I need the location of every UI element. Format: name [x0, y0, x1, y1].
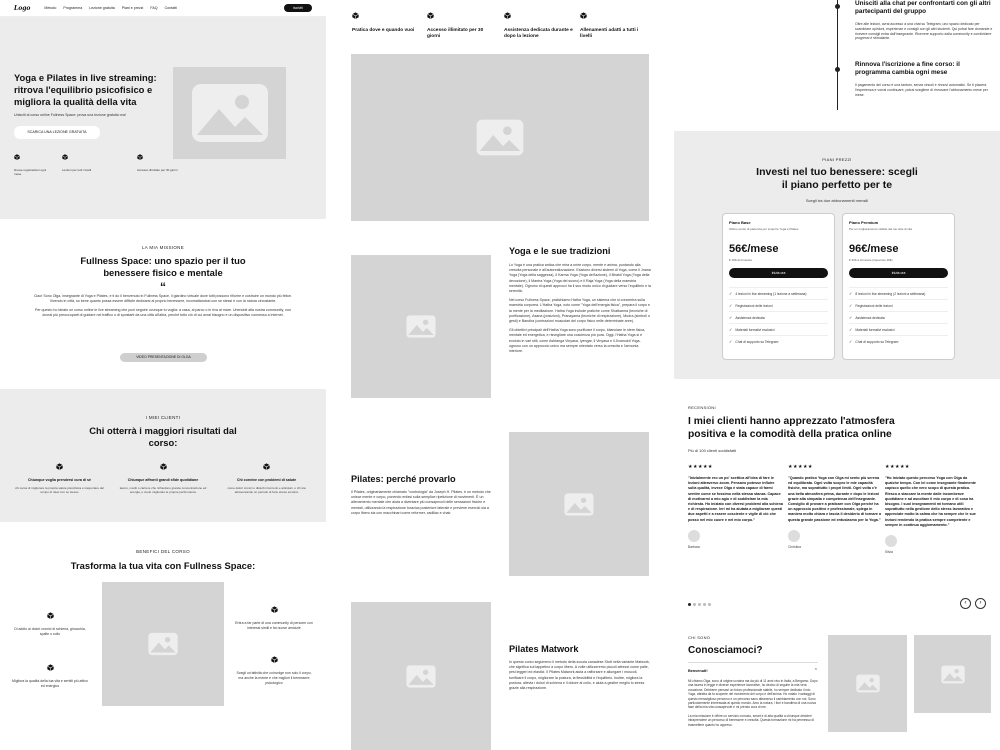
hero-title: Yoga e Pilates in live streaming: ritrova l'equilibrio psicofisico e migliora la qualità della vita — [14, 72, 157, 107]
timeline-step-chat: Unisciti alla chat per confrontarti con gli altri partecipanti del gruppo Oltre alle lezioni, avrai accesso a una chat su Telegram, uno spazio dedicato per scambiare opinioni, esperienze e consigli con gli altri studenti. Qui potrai fare domande e ricevere consigli extra dall'insegnante. Ricevere supporto dalla community e condividere progressi è stimolante. — [855, 0, 993, 41]
carousel-prev-button[interactable]: ‹ — [960, 598, 971, 609]
clients-title: Chi otterrà i maggiori risultati dal corso: — [89, 425, 237, 448]
pilates-image — [509, 432, 649, 576]
about-title: Conosciamoci? — [688, 645, 763, 656]
image-placeholder-icon — [476, 119, 524, 156]
timeline-step-renew: Rinnova l'iscrizione a fine corso: il programma cambia ogni mese Il pagamento del corso è una tantum, senza vincoli e rinnovi automatici. Se ti piacerà l'esperienza e vorrai continuare, potrai scegliere di rinnovare l'abbonamento mese per mese. — [855, 61, 988, 97]
avatar — [788, 530, 800, 542]
nav-link-programma[interactable]: Programma — [63, 6, 83, 10]
top-feature-4: Allenamenti adatti a tutti i livelli — [580, 6, 650, 41]
plan-card-premium: Piano Premium Per un miglioramento visibile del tuo stile di vita 96€/mese € 336 a trimestre (risparmio 16€) Inizia ora ✓ 8 lezioni in live streaming (2 lezioni a settimana) ✓ Registrazioni delle lezioni ✓ Assistenza dedicata ✓ Materiali formativi esclusivi ✓ Chat di supporto su Telegram — [842, 213, 955, 360]
about-image-2 — [914, 635, 991, 713]
benefits-eyebrow: BENEFICI DEL CORSO — [136, 549, 190, 554]
cube-icon — [427, 12, 434, 19]
yoga-text-block — [509, 246, 651, 354]
matwork-text-block — [509, 644, 651, 691]
cube-icon — [160, 463, 167, 470]
benefit-left-1: Di addio ai dolori cronici di schiena, ginocchia, spalle o collo — [10, 606, 90, 637]
hero-feature-3: Accesso illimitato per 30 giorni — [137, 147, 197, 172]
logo[interactable]: Logo — [14, 4, 31, 12]
image-placeholder-icon — [856, 674, 880, 693]
cube-icon — [14, 154, 20, 160]
hero-feature-2: Lezioni per tutti i livelli — [62, 147, 132, 172]
image-placeholder-icon — [406, 665, 436, 688]
check-icon: ✓ — [849, 339, 853, 344]
nav-link-lezione-gratuita[interactable]: Lezione gratuita — [89, 6, 115, 10]
carousel-dots[interactable] — [688, 603, 711, 606]
image-placeholder-icon — [941, 665, 965, 684]
mission-eyebrow: LA MIA MISSIONE — [141, 245, 184, 250]
cube-icon — [56, 463, 63, 470]
review-card-3: ★★★★★ "Ho iniziato questo percorso Yoga con Olga da qualche tempo. Con lei come insegnante finalmente capisco quello che vero scopo di questa pratica. Riesco a staccare la mente dalle incombenze quotidiane e ad ascoltare il mio corpo e di cosa ha bisogno. I suoi insegnamenti mi tornano utili soprattutto nella gestione dello stress lavorativo e appreciate molto la calma che ha sempre che le sue lezioni rendendo la pratica sempre competente e sempre in continuo aggiornamento." Silvia — [885, 464, 980, 554]
avatar — [885, 535, 897, 547]
nav-link-metodo[interactable]: Metodo — [44, 6, 57, 10]
nav-cta-button[interactable]: Iscriviti — [284, 4, 312, 12]
plan-card-base: Piano Base Ottimo punto di partenza per scoprire Yoga e Pilates 56€/mese € 168 al trimestre Inizia ora ✓ 4 lezioni in live streaming (1 lezione a settimana) ✓ Registrazioni delle lezioni ✓ Assistenza dedicata ✓ Materiali formativi esclusivi ✓ Chat di supporto su Telegram — [722, 213, 835, 360]
cube-icon — [47, 612, 54, 619]
clients-eyebrow: I MIEI CLIENTI — [145, 415, 181, 420]
plan-base-cta-button[interactable]: Inizia ora — [729, 268, 828, 278]
pricing-eyebrow: PIANI PREZZI — [822, 157, 852, 162]
about-section — [688, 635, 818, 727]
reviews-subtitle: Più di 100 clienti soddisfatti — [688, 448, 737, 453]
reviews-title: I miei clienti hanno apprezzato l'atmosfera positiva e la comodità della pratica online — [688, 416, 895, 440]
about-accordion-header[interactable]: Benvenuti! ⌃ — [688, 668, 818, 674]
image-placeholder-icon — [191, 83, 269, 143]
cube-icon — [47, 664, 54, 671]
cube-icon — [580, 12, 587, 19]
benefits-title: Trasforma la tua vita con Fullness Space: — [70, 560, 256, 571]
pilates-title: Pilates: perché provarlo — [351, 474, 456, 484]
yoga-paragraph-1: Lo Yoga è una pratica antica che mira a unire corpo, mente e anima, puntando alla crescita personale e all'autorealizzazione. Esistono diversi sistemi di Yoga, come il Jnana Yoga (Yoga della saggezza), il Karma Yoga (Yoga dell'azione), il Bhakti Yoga (Yoga della devozione), il Mantra Yoga (Yoga del suono) e il Raja Yoga (Yoga della maestria mentale). Ognuno di questi approcci ha il suo modo unico di guidare verso l'equilibrio e la serenità. — [509, 263, 651, 294]
yoga-image — [351, 255, 491, 398]
check-icon: ✓ — [849, 303, 853, 308]
hero-section — [0, 17, 326, 219]
matwork-title: Pilates Matwork — [509, 644, 579, 654]
pilates-text-block — [351, 474, 496, 516]
client-card-2: Chiunque affronti grandi sfide quotidiane lavoro, mariti o carriere che richiedono grande concentrazione ed energia, e vuole migliorare le proprie performance — [114, 457, 212, 494]
clients-section — [0, 389, 326, 522]
avatar — [688, 530, 700, 542]
cube-icon — [137, 154, 143, 160]
hero-cta-button[interactable]: SCARICA UNA LEZIONE GRATUITA — [14, 126, 100, 139]
panel-landing-right — [674, 0, 1000, 750]
benefit-right-2: Scegli un'attività che coinvolge non solo il corpo, ma anche la mente e che migliori il benessere psicologico — [234, 650, 314, 686]
hero-subtitle: Unisciti al corso online Fullness Space: prova una lezione gratuita ora! — [14, 113, 126, 117]
client-card-1: Chiunque voglia prendersi cura di sé chi cerca di migliorare la propria salute psicofisica e trasportare del tempo di relax con se stesso — [12, 457, 107, 494]
yoga-paragraph-2: Nel corso Fullness Space, pratichiamo Hatha Yoga, un sistema che si concentra sulla maestria corporea. L'Hatha Yoga, noto come "Yoga dell'energia fisica", prepara il corpo e la mente per la meditazione. Hatha Yoga include pratiche come Shatkarma (tecniche di purificazione), Asana (posizioni), Pranayama (tecniche di respirazione), Mudra (simboli o gesti) e Bandha (contrazioni muscolari del corpo fisico nelle determinate aree). — [509, 298, 651, 324]
about-paragraph-1: Mi chiamo Olga, sono di origine ucraina ma da più di 11 anni vivo in Italia, a Bergamo. Dopo una laurea in legge e diverse esperienze lavorative, ho deciso di seguire la mia vera vocazione. Debbene pensavi un futuro professionale stabile, ho sempre dedicato il mio Yoga, attratta da fa scoperte del movimento del corpo e dell'anima. Ho notato i vantaggi di questo meraviglioso percorso e un percorso sano attraverso il cambiamento con noi. Sono particolarmente interessata al questo mondo. Amo la natura, i fiori e bandiera di una nuova fase della mia vita consapevole e mi prendo cura di me. — [688, 679, 818, 710]
nav-link-faq[interactable]: FAQ — [150, 6, 158, 10]
top-feature-2: Accesso illimitato per 30 giorni — [427, 6, 497, 41]
mission-paragraph-2: Per questo ho ideato un corso online in live streaming che puoi seguire ovunque tu voglia: a casa, al parco o in riva al mare. Unendoti alla nostra community, non dovrai più preoccuparti di guidare nel traffico o di spostarti da una città all'altra, perché tutto ciò di cui avrai bisogno è un dispositivo connesso a internet. — [34, 308, 292, 317]
check-icon: ✓ — [729, 291, 733, 296]
hero-feature-1: Nuove registrazioni ogni mese — [14, 147, 54, 176]
mission-title: Fullness Space: uno spazio per il tuo benessere fisico e mentale — [80, 255, 246, 278]
mission-section — [0, 219, 326, 389]
client-card-3: Chi convive con problemi di salute come dolori cronici o disturbi ricorrenti e articolari, o chi sta attraversando un periodo di forte stress emotivo — [219, 457, 314, 494]
about-image-1 — [828, 635, 907, 732]
nav-link-piani-prezzi[interactable]: Piani e prezzi — [121, 6, 144, 10]
quote-icon: “ — [160, 280, 166, 294]
nav-link-contatti[interactable]: Contatti — [164, 6, 177, 10]
check-icon: ✓ — [729, 303, 733, 308]
cube-icon — [352, 12, 359, 19]
benefits-image — [102, 582, 224, 706]
mission-paragraph-1: Ciao! Sono Olga, insegnante di Yoga e Pilates, e ti do il benvenuto in Fullness Space, il giardino virtuale dove tutti possono rifiorire e costruire un mondo più felice. Vivendo in città, so bene quanto possa essere difficile dedicarsi al proprio benessere, incomattandosi con se stessi e con la natura circostante. — [33, 294, 293, 303]
carousel-next-button[interactable]: › — [975, 598, 986, 609]
pilates-paragraph-1: Il Pilates, originariamente chiamato "contrologia" da Joseph H. Pilates, è un metodo che unisce mente e corpo, ponendo enfasi sulla semplice ripetizione di movimenti. È un allenamento mentale che aiuta a diventare più consapevoli delle sensazioni fisiche e mentali, utilizzando la respirazione toracica posteriore laterale e previene esercizi sia a corpo libero sia con macchinari come reformer, cadillac e chair. — [351, 490, 491, 515]
pricing-title: Investi nel tuo benessere: scegli il piano perfetto per te — [756, 166, 918, 191]
pricing-subtitle: Scegli tra due abbonamenti mensili — [805, 198, 869, 203]
check-icon: ✓ — [849, 327, 853, 332]
top-feature-1: Pratica dove e quando vuoi — [352, 6, 422, 34]
image-placeholder-icon — [148, 632, 178, 656]
chevron-up-icon: ⌃ — [813, 668, 818, 674]
image-placeholder-icon — [406, 315, 436, 338]
panel-landing-middle — [330, 0, 670, 750]
check-icon: ✓ — [849, 291, 853, 296]
check-icon: ✓ — [729, 327, 733, 332]
yoga-title: Yoga e le sue tradizioni — [509, 246, 611, 256]
image-placeholder-icon — [564, 493, 594, 516]
cube-icon — [271, 606, 278, 613]
timeline-line — [837, 0, 838, 110]
reviews-eyebrow: RECENSIONI — [688, 405, 716, 410]
yoga-paragraph-3: Gli obiettivi principali dell'Hatha Yoga sono purificare il corpo, bilanciare le sfere fisica, mentale ed energetica, e risvegliare una coscienza più pura. Oggi, l'Hatha Yoga si è evoluto in vari stili, come Ashtanga Vinyasa, Iyengar, il Vinyasa e il Jivamukti Yoga, ognuno con un approccio unico ma sempre orientato verso la crescita e l'armonia interiore. — [509, 328, 646, 354]
cube-icon — [504, 12, 511, 19]
cube-icon — [62, 154, 68, 160]
check-icon: ✓ — [729, 339, 733, 344]
about-paragraph-2: La mia missione è offrire un servizio comodo, smart e di alta qualità a chiunque desideri intraprendere un percorso di benessere e crescita. Questa formazione mi ha permesso di trasmettere quanto ho appreso. — [688, 713, 814, 727]
review-card-1: ★★★★★ "Inizialmente ero un po' scettica all'idea di fare le lezioni attraverso zoom. Pensavo potesse influire sulla qualità, invece Olga è stata capace di farmi sentire come se fossimo nella stessa stanza. Capace di motivarmi a mio agio e di soddisfare la mia richiesta. Ho iniziato con diversi problemi alla schiena e di respirazione. Ieri mi ha aiutata a migliorare questi due aspetti e a essere cosciente e vigile di ciò che posso nel mio cuore e nel mio corpo." Barbara — [688, 464, 783, 549]
feature-video-image — [351, 54, 649, 221]
about-eyebrow: CHI SONO — [688, 635, 711, 640]
benefits-section — [0, 522, 326, 750]
check-icon: ✓ — [729, 315, 733, 320]
plan-premium-cta-button[interactable]: Inizia ora — [849, 268, 948, 278]
top-nav — [0, 0, 326, 17]
matwork-image — [351, 602, 491, 750]
top-feature-3: Assistenza dedicata durante e dopo la lezione — [504, 6, 576, 41]
matwork-paragraph-1: In questo corso seguiremo il metodo della scuola canadese Stott nella variante Matwork, che significa sul tappetino a corpo libero. A volte utilizzeremo piccoli attrezzi come palle, pesi leggeri ed elastici. Il Pilates Matwork aiuta a rafforzare e allungare i muscoli, tonificare il corpo, migliorare la postura, la flessibilità e l'equilibrio. Inoltre, migliora la postura, allevia i dolori di schiena e il dolore al collo, e aiuta a gestire meglio lo stress grazie alla respirazione. — [509, 660, 650, 691]
check-icon: ✓ — [849, 315, 853, 320]
cube-icon — [263, 463, 270, 470]
rating-stars: ★★★★★ — [688, 464, 713, 470]
hero-image — [173, 67, 286, 159]
rating-stars: ★★★★★ — [788, 464, 813, 470]
pricing-section — [674, 131, 1000, 379]
cube-icon — [271, 656, 278, 663]
benefit-left-2: Migliora la qualità della tua vita e sentiti più attivo ed energico — [10, 658, 90, 689]
review-card-2: ★★★★★ "Quando pratico Yoga con Olga mi sento più serena ed equilibrata. Ogni volta scopro le mie capacità fisiche, ma soprattutto i propri limiti. Ogni volta c'è una bella atmosfera prima, durante e dopo le lezioni grazie alla simpatia e competenza dell'insegnante. Consiglio di provare a praticare con Olga perché ha un approccio positivo e professionale, spiega in maniera molto chiara e lascia il desiderio di tornare a questa grande passione ed entusiasmo per lo Yoga." Christina — [788, 464, 882, 549]
panel-landing-left — [0, 0, 326, 750]
video-presentation-button[interactable]: VIDEO PRESENTAZIONE DI OLGA — [120, 353, 207, 362]
rating-stars: ★★★★★ — [885, 464, 910, 470]
benefit-right-1: Entra a far parte di una community di persone con interessi simili e fai nuove amicizie — [234, 600, 314, 631]
timeline-dot — [835, 67, 840, 72]
timeline-dot — [835, 4, 840, 9]
